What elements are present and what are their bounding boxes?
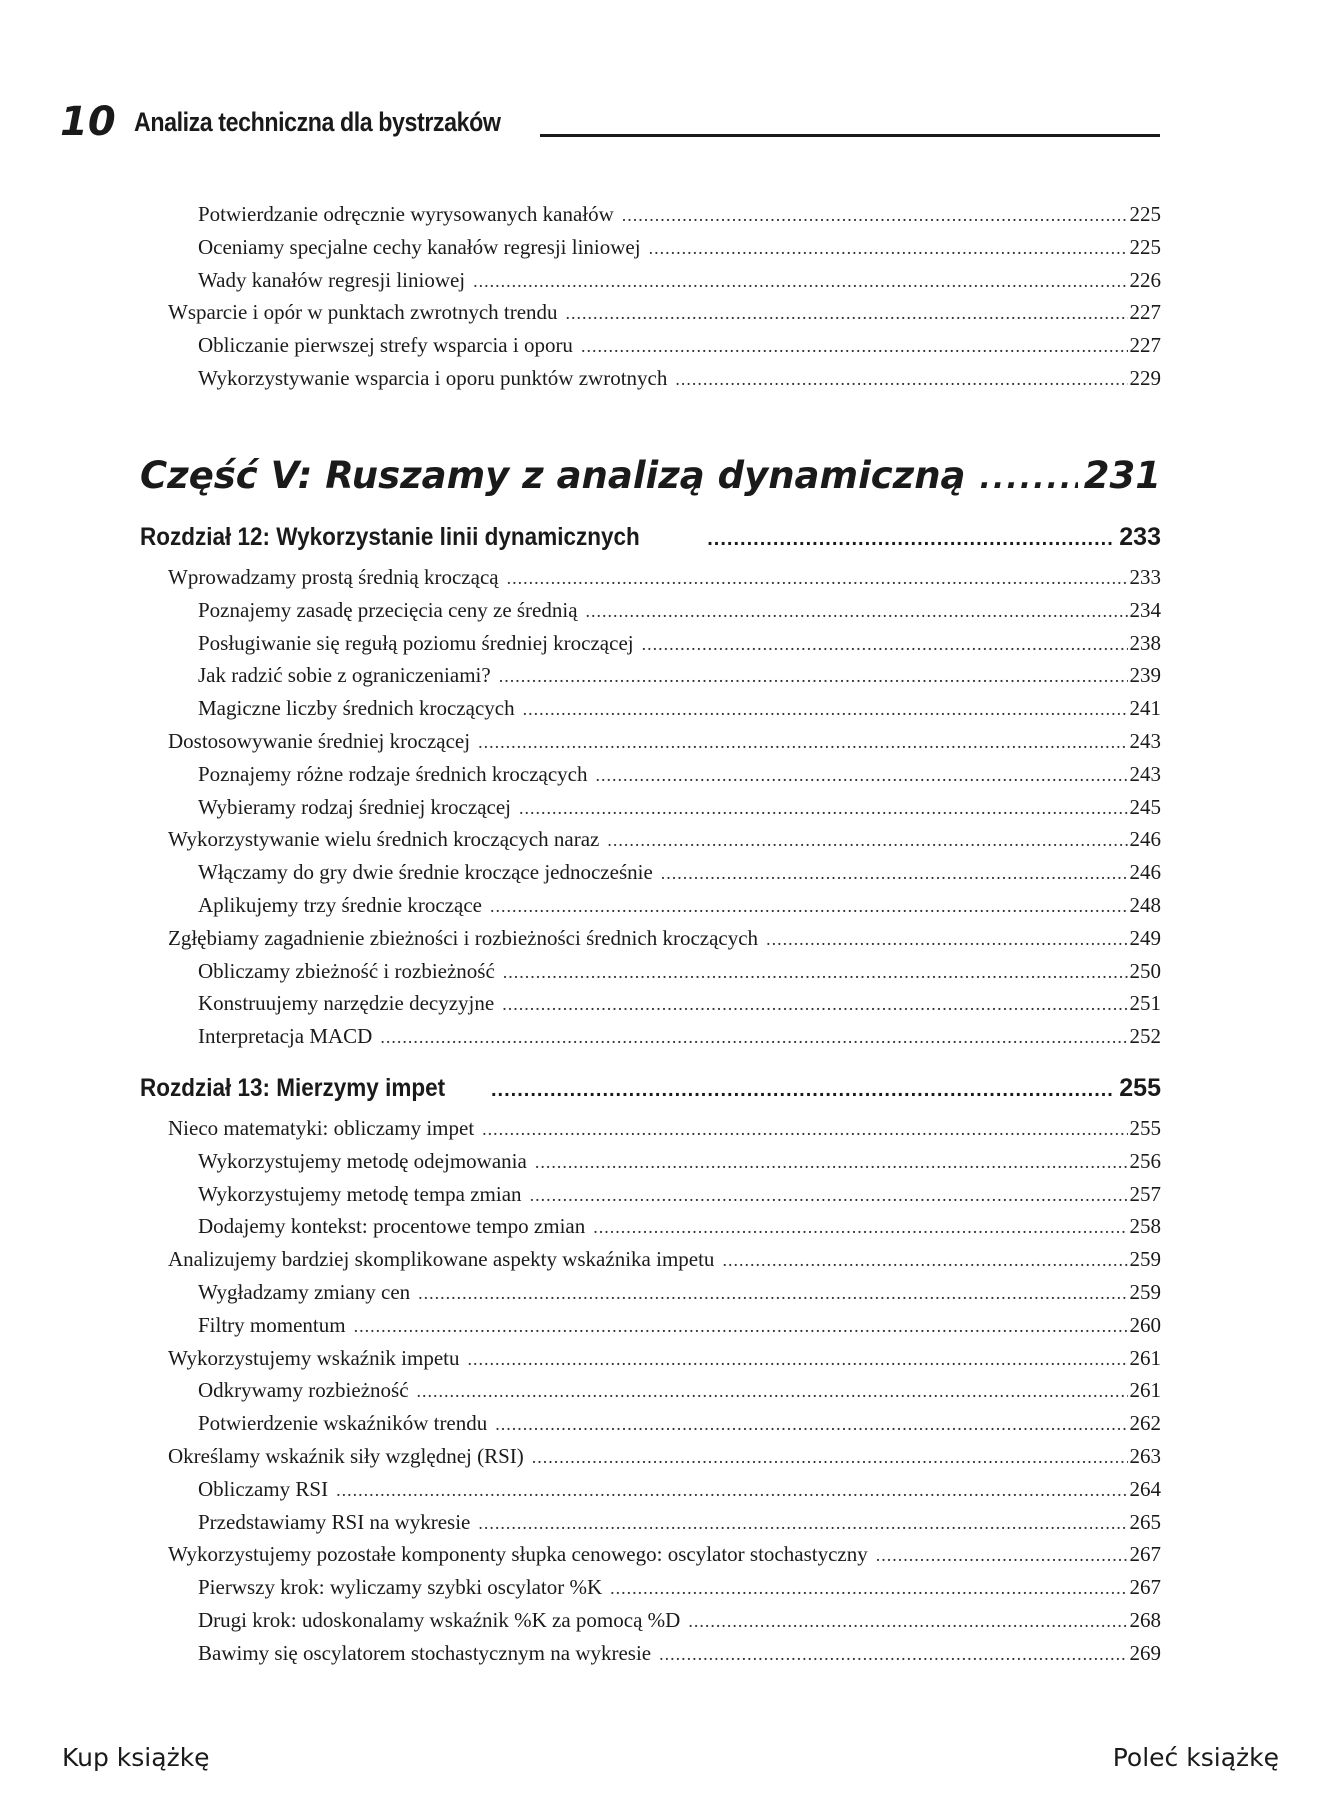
leader-dots bbox=[659, 1640, 1127, 1668]
toc-entry bbox=[168, 1540, 1161, 1568]
toc-entry bbox=[198, 1508, 1161, 1536]
toc-entry-page: 246 bbox=[1129, 860, 1161, 885]
toc-entry-page: 248 bbox=[1129, 893, 1161, 917]
toc-entry bbox=[198, 1147, 1161, 1175]
toc-entry bbox=[198, 596, 1161, 624]
toc-entry-title: Jak radzić sobie z ograniczeniami? bbox=[198, 663, 491, 688]
toc-entry-page: 257 bbox=[1129, 1181, 1161, 1206]
leader-dots bbox=[607, 826, 1127, 854]
leader-dots bbox=[336, 1476, 1127, 1504]
leader-dots bbox=[468, 1345, 1128, 1373]
toc-entry-title: Drugi krok: udoskonalamy wskaźnik %K za pomocą %D bbox=[198, 1608, 681, 1632]
chapter-title: Rozdział 12: Wykorzystanie linii dynamicznych bbox=[140, 523, 640, 551]
leader-dots bbox=[499, 662, 1128, 690]
book-title: Analiza techniczna dla bystrzaków bbox=[134, 107, 501, 137]
toc-entry-page: 268 bbox=[1129, 1608, 1161, 1632]
toc-entry-title: Konstruujemy narzędzie decyzyjne bbox=[198, 991, 495, 1016]
toc-entry-page: 243 bbox=[1129, 729, 1161, 753]
leader-dots bbox=[566, 299, 1128, 327]
page-header bbox=[60, 100, 1160, 144]
leader-dots bbox=[766, 925, 1127, 953]
leader-dots bbox=[581, 332, 1128, 360]
leader-dots bbox=[642, 630, 1128, 658]
leader-dots bbox=[649, 234, 1128, 262]
toc-entry bbox=[198, 200, 1161, 228]
toc-entry-page: 256 bbox=[1129, 1148, 1161, 1173]
toc-entry-title: Wsparcie i opór w punktach zwrotnych trendu bbox=[168, 300, 558, 325]
part-heading bbox=[140, 448, 1161, 504]
chapter-page: 233 bbox=[1119, 523, 1161, 551]
leader-dots bbox=[535, 1148, 1128, 1176]
toc-entry bbox=[198, 629, 1161, 657]
leader-dots bbox=[473, 267, 1127, 295]
toc-entry-title: Aplikujemy trzy średnie kroczące bbox=[198, 893, 482, 917]
chapter-heading-12 bbox=[140, 517, 1161, 557]
toc-entry-page: 227 bbox=[1129, 300, 1161, 325]
leader-dots bbox=[707, 519, 1113, 559]
toc-entry-title: Potwierdzanie odręcznie wyrysowanych kanałów bbox=[198, 202, 614, 226]
toc-entry-page: 243 bbox=[1129, 761, 1161, 786]
toc-entry bbox=[198, 957, 1161, 985]
leader-dots bbox=[876, 1541, 1128, 1569]
toc-entry-page: 259 bbox=[1129, 1280, 1161, 1304]
toc-entry-page: 251 bbox=[1129, 991, 1161, 1016]
leader-dots bbox=[417, 1377, 1128, 1405]
toc-entry-title: Włączamy do gry dwie średnie kroczące jednocześnie bbox=[198, 860, 653, 885]
toc-entry-page: 233 bbox=[1129, 565, 1161, 589]
toc-entry bbox=[168, 1245, 1161, 1273]
leader-dots bbox=[354, 1312, 1128, 1340]
toc-entry-page: 249 bbox=[1129, 925, 1161, 950]
toc-entry-page: 259 bbox=[1129, 1247, 1161, 1272]
toc-entry-title: Wybieramy rodzaj średniej kroczącej bbox=[198, 794, 511, 819]
toc-entry bbox=[168, 563, 1161, 591]
header-rule bbox=[540, 134, 1160, 137]
toc-entry-page: 229 bbox=[1129, 366, 1161, 390]
toc-entry-title: Wykorzystywanie wsparcia i oporu punktów zwrotnych bbox=[198, 366, 668, 390]
leader-dots bbox=[380, 1023, 1127, 1051]
toc-entry-page: 260 bbox=[1129, 1312, 1161, 1337]
toc-entry-title: Wykorzystywanie wielu średnich kroczących naraz bbox=[168, 827, 600, 852]
toc-entry-page: 239 bbox=[1129, 663, 1161, 688]
chapter-title: Rozdział 13: Mierzymy impet bbox=[140, 1074, 446, 1102]
toc-entry bbox=[168, 298, 1161, 326]
toc-entry-title: Filtry momentum bbox=[198, 1312, 346, 1337]
toc-entry-page: 267 bbox=[1129, 1542, 1161, 1567]
toc-entry bbox=[168, 924, 1161, 952]
leader-dots bbox=[593, 1213, 1127, 1241]
toc-entry bbox=[198, 1022, 1161, 1050]
toc-entry bbox=[198, 266, 1161, 294]
leader-dots bbox=[503, 958, 1128, 986]
toc-entry-title: Zgłębiamy zagadnienie zbieżności i rozbieżności średnich kroczących bbox=[168, 925, 759, 950]
toc-entry-title: Analizujemy bardziej skomplikowane aspekty wskaźnika impetu bbox=[168, 1247, 715, 1272]
toc-entry-page: 261 bbox=[1129, 1345, 1161, 1370]
toc-entry bbox=[198, 891, 1161, 919]
toc-entry bbox=[198, 793, 1161, 821]
toc-entry-page: 226 bbox=[1129, 267, 1161, 292]
leader-dots bbox=[675, 365, 1127, 393]
leader-dots bbox=[688, 1607, 1127, 1635]
toc-entry bbox=[198, 661, 1161, 689]
toc-entry-page: 264 bbox=[1129, 1476, 1161, 1501]
toc-entry-title: Pierwszy krok: wyliczamy szybki oscylator %K bbox=[198, 1575, 603, 1600]
toc-entry-page: 263 bbox=[1129, 1444, 1161, 1468]
toc-entry-page: 261 bbox=[1129, 1378, 1161, 1403]
toc-entry-page: 225 bbox=[1129, 202, 1161, 226]
leader-dots bbox=[495, 1410, 1127, 1438]
toc-entry bbox=[198, 1475, 1161, 1503]
toc-entry-page: 262 bbox=[1129, 1411, 1161, 1436]
leader-dots bbox=[478, 1509, 1127, 1537]
toc-entry bbox=[198, 1311, 1161, 1339]
toc-entry bbox=[198, 233, 1161, 261]
recommend-book-link[interactable]: Poleć książkę bbox=[1112, 1743, 1279, 1772]
toc-entry-page: 246 bbox=[1129, 827, 1161, 852]
toc-entry bbox=[198, 331, 1161, 359]
toc-entry bbox=[198, 1180, 1161, 1208]
toc-entry-title: Obliczamy RSI bbox=[198, 1476, 329, 1501]
toc-entry bbox=[198, 694, 1161, 722]
toc-entry-title: Interpretacja MACD bbox=[198, 1024, 373, 1049]
leader-dots bbox=[490, 892, 1128, 920]
toc-entry-title: Dostosowywanie średniej kroczącej bbox=[168, 729, 471, 753]
leader-dots bbox=[595, 761, 1127, 789]
toc-entry-page: 238 bbox=[1129, 630, 1161, 655]
toc-entry-title: Poznajemy zasadę przecięcia ceny ze średnią bbox=[198, 597, 578, 622]
toc-entry-title: Wykorzystujemy metodę odejmowania bbox=[198, 1148, 527, 1173]
toc-entry bbox=[168, 1344, 1161, 1372]
toc-entry-page: 255 bbox=[1129, 1116, 1161, 1140]
chapter-page: 255 bbox=[1119, 1074, 1161, 1102]
toc-entry-title: Dodajemy kontekst: procentowe tempo zmian bbox=[198, 1214, 586, 1239]
toc-entry-title: Przedstawiamy RSI na wykresie bbox=[198, 1509, 471, 1534]
chapter-heading-13 bbox=[140, 1068, 1161, 1108]
toc-entry-page: 241 bbox=[1129, 696, 1161, 721]
toc-entry bbox=[198, 364, 1161, 392]
toc-entry-page: 265 bbox=[1129, 1509, 1161, 1534]
leader-dots bbox=[478, 728, 1127, 756]
toc-entry bbox=[198, 1212, 1161, 1240]
toc-entry-page: 269 bbox=[1129, 1640, 1161, 1665]
buy-book-link[interactable]: Kup książkę bbox=[62, 1743, 210, 1772]
toc-entry-title: Obliczamy zbieżność i rozbieżność bbox=[198, 958, 495, 983]
leader-dots bbox=[610, 1574, 1127, 1602]
toc-entry bbox=[168, 825, 1161, 853]
toc-entry-title: Wprowadzamy prostą średnią kroczącą bbox=[168, 565, 499, 589]
toc-entry-title: Magiczne liczby średnich kroczących bbox=[198, 696, 515, 721]
part-page: 231 bbox=[1083, 454, 1161, 497]
toc-entry-title: Wykorzystujemy metodę tempa zmian bbox=[198, 1181, 522, 1206]
leader-dots bbox=[482, 1115, 1127, 1143]
toc-entry-page: 227 bbox=[1129, 333, 1161, 358]
toc-entry-title: Wykorzystujemy wskaźnik impetu bbox=[168, 1345, 460, 1370]
toc-entry-page: 250 bbox=[1129, 958, 1161, 983]
toc-entry-title: Wady kanałów regresji liniowej bbox=[198, 267, 466, 292]
toc-entry-page: 234 bbox=[1129, 597, 1161, 622]
toc-entry-page: 225 bbox=[1129, 234, 1161, 259]
toc-entry-title: Poznajemy różne rodzaje średnich kroczących bbox=[198, 761, 588, 786]
leader-dots bbox=[722, 1246, 1127, 1274]
toc-entry-title: Bawimy się oscylatorem stochastycznym na wykresie bbox=[198, 1640, 652, 1665]
leader-dots bbox=[519, 794, 1128, 822]
toc-entry bbox=[198, 1278, 1161, 1306]
toc-entry-title: Posługiwanie się regułą poziomu średniej kroczącej bbox=[198, 630, 634, 655]
leader-dots bbox=[523, 695, 1128, 723]
leader-dots bbox=[491, 1070, 1113, 1110]
toc-entry-page: 252 bbox=[1129, 1024, 1161, 1049]
toc-entry-title: Określamy wskaźnik siły względnej (RSI) bbox=[168, 1444, 524, 1468]
toc-entry-title: Nieco matematyki: obliczamy impet bbox=[168, 1116, 475, 1140]
toc-entry-page: 258 bbox=[1129, 1214, 1161, 1239]
toc-entry-page: 267 bbox=[1129, 1575, 1161, 1600]
toc-entry bbox=[198, 760, 1161, 788]
leader-dots bbox=[661, 859, 1128, 887]
leader-dots bbox=[507, 564, 1128, 592]
leader-dots bbox=[530, 1181, 1128, 1209]
toc-entry-page: 245 bbox=[1129, 794, 1161, 819]
leader-dots bbox=[586, 597, 1128, 625]
page-number: 10 bbox=[60, 99, 116, 145]
toc-entry bbox=[198, 1376, 1161, 1404]
toc-entry bbox=[198, 1409, 1161, 1437]
leader-dots bbox=[622, 201, 1128, 229]
leader-dots bbox=[502, 990, 1127, 1018]
toc-entry bbox=[168, 1114, 1161, 1142]
toc-entry-title: Oceniamy specjalne cechy kanałów regresji liniowej bbox=[198, 234, 641, 259]
toc-entry-title: Odkrywamy rozbieżność bbox=[198, 1378, 409, 1403]
leader-dots bbox=[418, 1279, 1127, 1307]
toc-entry bbox=[168, 1442, 1161, 1470]
toc-entry-title: Potwierdzenie wskaźników trendu bbox=[198, 1411, 488, 1436]
toc-entry bbox=[198, 858, 1161, 886]
toc-entry-title: Obliczanie pierwszej strefy wsparcia i oporu bbox=[198, 333, 573, 358]
toc-entry bbox=[168, 727, 1161, 755]
toc-entry-title: Wygładzamy zmiany cen bbox=[198, 1280, 411, 1304]
leader-dots bbox=[980, 451, 1078, 507]
leader-dots bbox=[532, 1443, 1128, 1471]
part-title: Część V: Ruszamy z analizą dynamiczną bbox=[140, 454, 966, 497]
toc-entry bbox=[198, 1606, 1161, 1634]
toc-entry bbox=[198, 989, 1161, 1017]
toc-entry bbox=[198, 1573, 1161, 1601]
toc-entry-title: Wykorzystujemy pozostałe komponenty słupka cenowego: oscylator stochastyczny bbox=[168, 1542, 868, 1567]
toc-entry bbox=[198, 1639, 1161, 1667]
